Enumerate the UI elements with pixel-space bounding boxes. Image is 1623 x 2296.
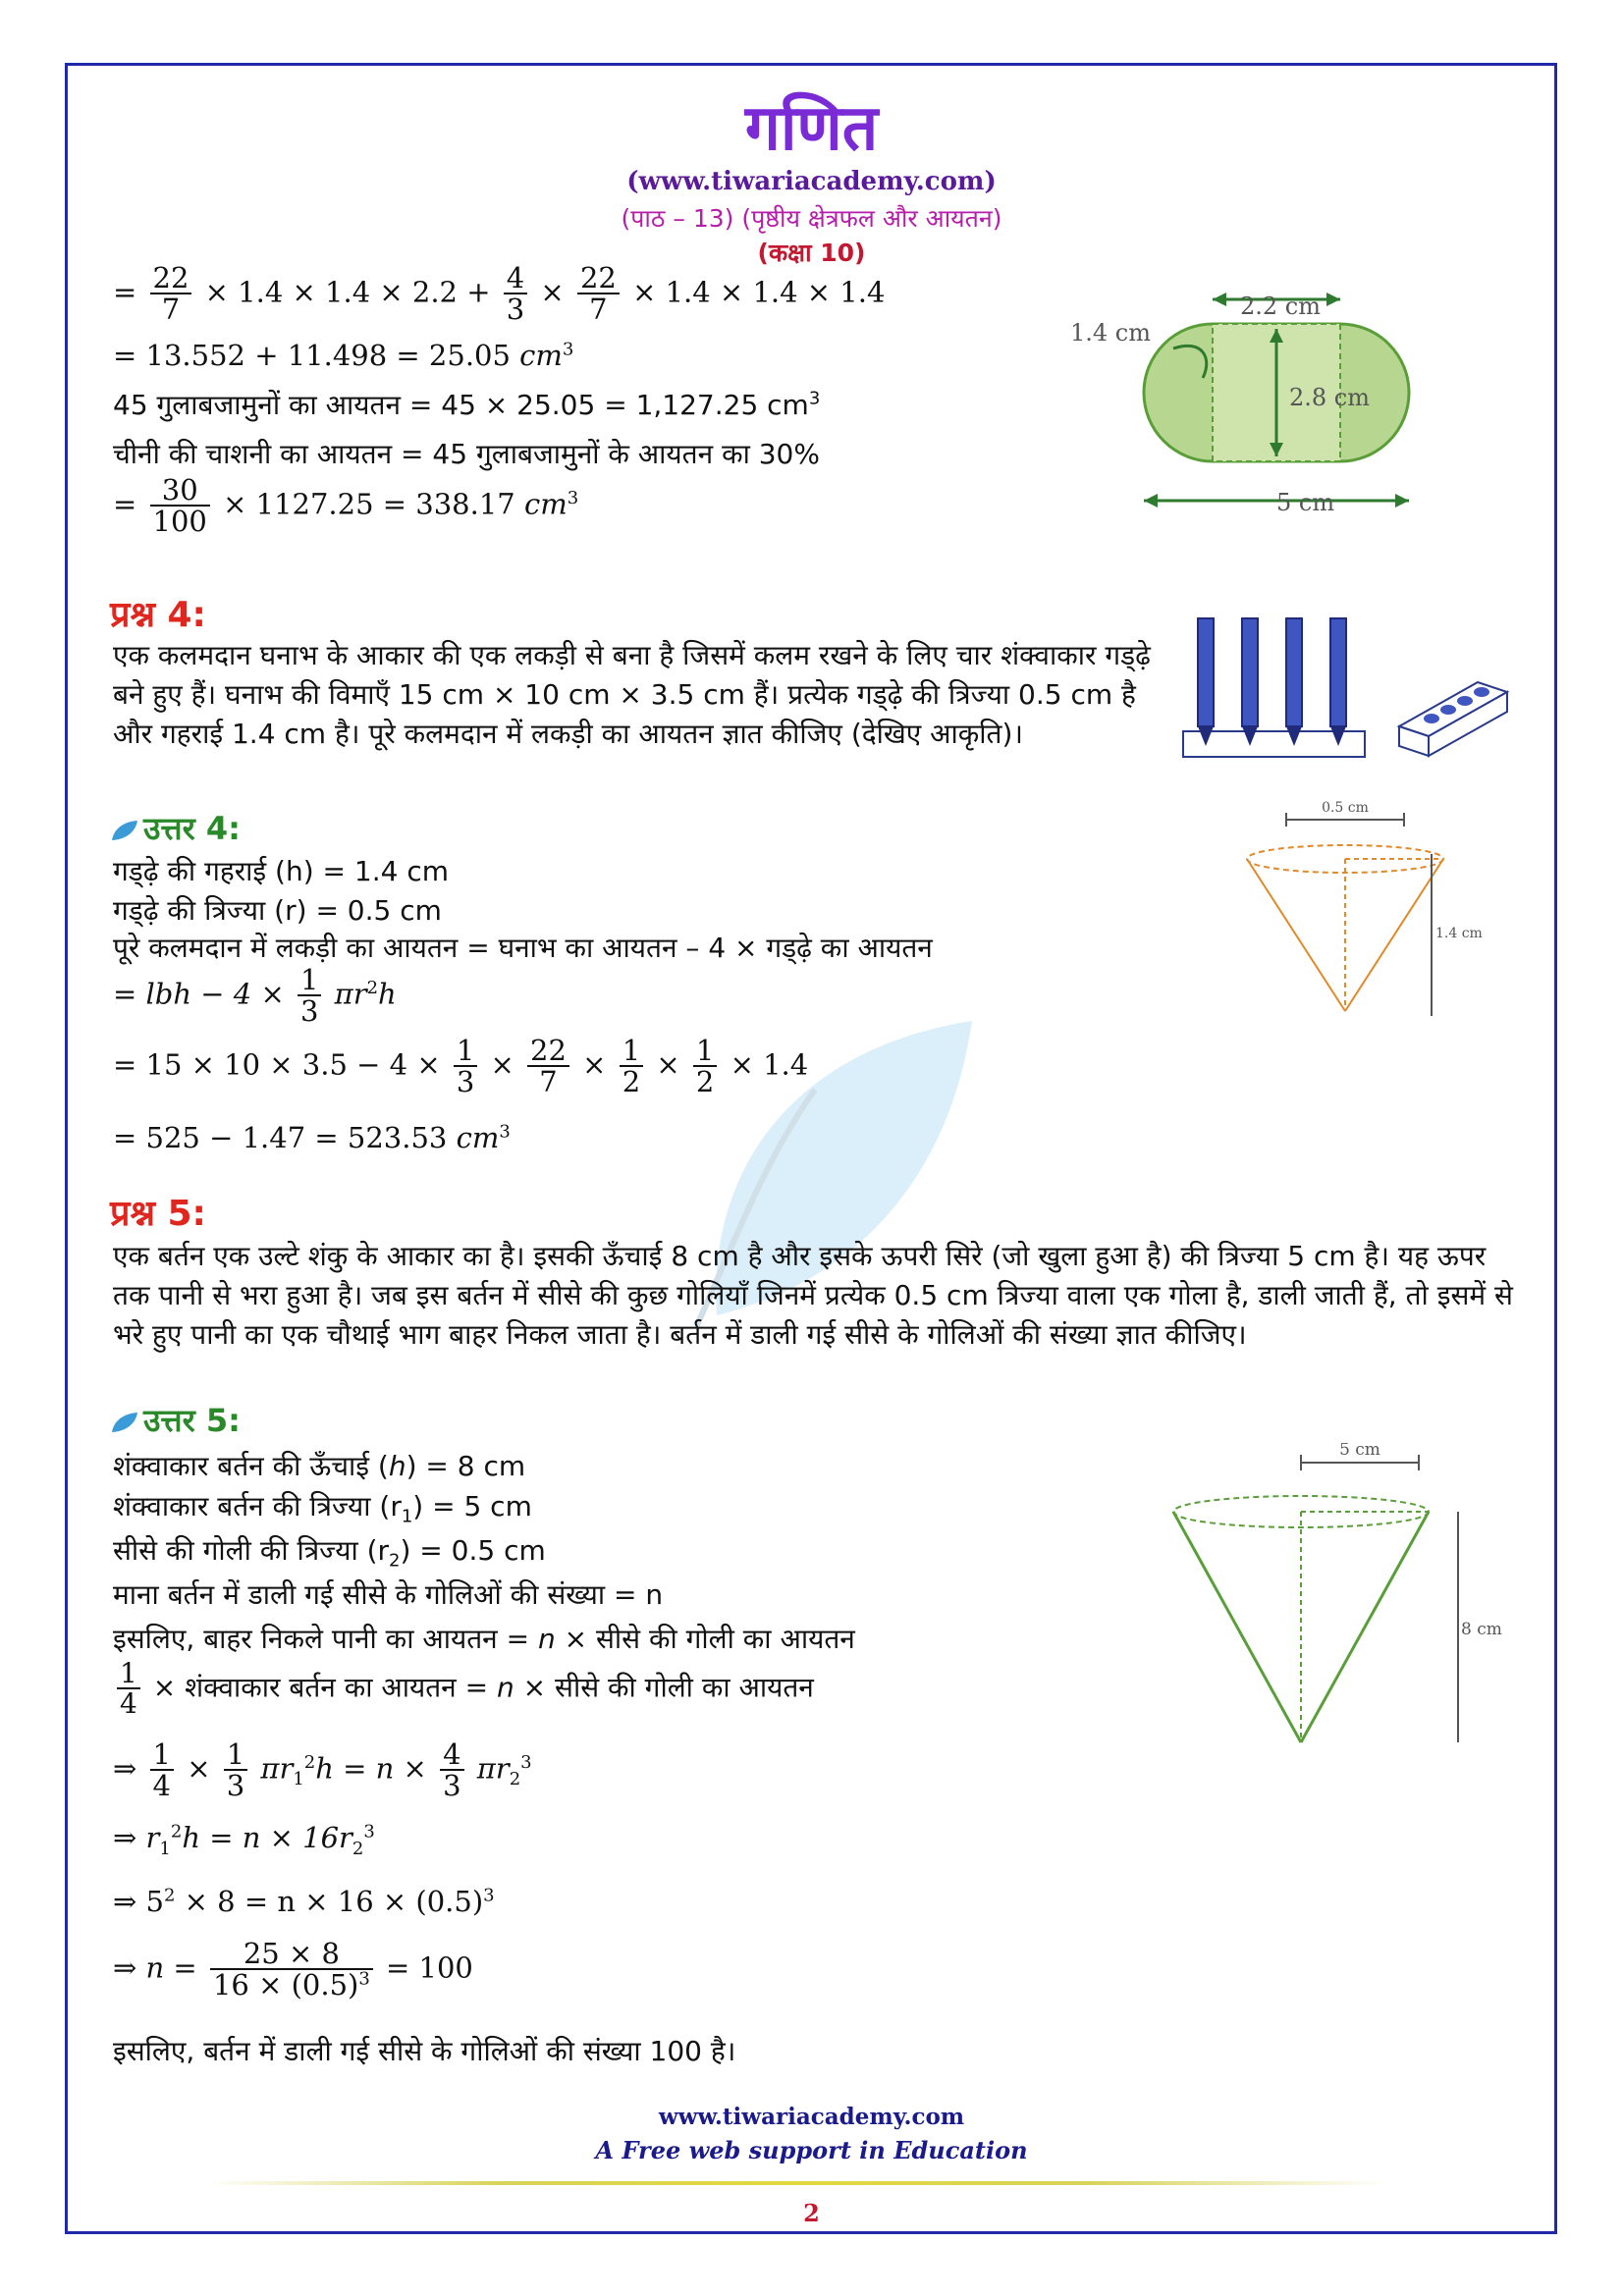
text-line: शंक्वाकार बर्तन की त्रिज्या $(r_1) = 5$ cm: [113, 1490, 532, 1527]
page-title: गणित: [744, 92, 879, 165]
text-line: पूरे कलमदान में लकड़ी का आयतन = घनाभ का आयतन – 4 × गड्ढ़े का आयतन: [113, 932, 933, 964]
equation-line: = $\frac{22}{7}$ × 1.4 × 1.4 × 2.2 + $\frac{4}{3}$ × $\frac{22}{7}$ × 1.4 × 1.4 × 1.4: [113, 261, 886, 327]
dim-label: 2.8 cm: [1289, 384, 1370, 411]
equation-line: ⇒ $\frac{1}{4}$ × $\frac{1}{3}$ $\pi r_1^2h = n$ × $\frac{4}{3}$ $\pi r_2^3$: [113, 1737, 532, 1803]
footer-url: www.tiwariacademy.com: [658, 2104, 965, 2130]
header-url: (www.tiwariacademy.com): [626, 167, 997, 196]
class-label: (कक्षा 10): [757, 239, 866, 267]
text-line: गड्ढ़े की गहराई (h) = 1.4 cm: [113, 855, 450, 887]
leaf-icon: [110, 819, 139, 842]
equation-line: ⇒ n = $\frac{25 \times 8}{16 \times (0.5)^3}$ = 100: [113, 1937, 473, 2002]
question-5-text: एक बर्तन एक उल्टे शंकु के आकार का है। इसकी ऊँचाई 8 cm है और इसके ऊपरी सिरे (जो खुला हुआ है) की त्रिज्या 5 cm है। यह ऊपर तक पानी से भरा हुआ है। जब इस बर्तन में सीसे की कुछ गोलियाँ जिनमें प्रत्येक 0.5 cm त्रिज्या वाला एक गोला है, डाली जाती हैं, तो इसमें से भरे हुए पानी का एक चौथाई भाग बाहर निकल जाता है। बर्तन में डाली गई सीसे के गोलिओं की संख्या ज्ञात कीजिए।: [113, 1240, 1513, 1351]
equation-line: = 13.552 + 11.498 = 25.05 $cm^3$: [113, 339, 574, 372]
equation-line: = 525 − 1.47 = 523.53 $cm^3$: [113, 1121, 511, 1154]
pen-stand-figure: [1178, 609, 1512, 766]
chapter-label: (पाठ – 13) (पृष्ठीय क्षेत्रफल और आयतन): [621, 204, 1002, 233]
svg-text:5 cm: 5 cm: [1339, 1443, 1380, 1460]
large-cone-figure: [1168, 1443, 1502, 1767]
svg-text:8 cm: 8 cm: [1461, 1620, 1502, 1639]
footer-tagline: A Free web support in Education: [595, 2136, 1028, 2164]
dim-label: 5 cm: [1276, 489, 1335, 516]
question-5-label: प्रश्न 5:: [110, 1194, 206, 1234]
equation-line: = 15 × 10 × 3.5 − 4 × $\frac{1}{3}$ × $\frac{22}{7}$ × $\frac{1}{2}$ × $\frac{1}{2}$ × 1.4: [113, 1034, 809, 1099]
capsule-figure: [1065, 280, 1458, 525]
svg-text:1.4 cm: 1.4 cm: [1435, 926, 1483, 941]
question-4-label: प्रश्न 4:: [110, 595, 206, 635]
text-line: सीसे की गोली की त्रिज्या $(r_2) = 0.5$ cm: [113, 1534, 546, 1572]
page-number: 2: [803, 2199, 820, 2227]
svg-text:0.5 cm: 0.5 cm: [1322, 800, 1369, 816]
text-line: चीनी की चाशनी का आयतन = 45 गुलाबजामुनों के आयतन का 30%: [113, 438, 820, 470]
equation-line: = lbh − 4 × $\frac{1}{3}$ $\pi r^2h$: [113, 963, 397, 1029]
equation-line: ⇒ $r_1^2h = n \times 16r_2^3$: [113, 1821, 375, 1859]
footer-divider: [206, 2181, 1384, 2185]
answer-4-label: उत्तर 4:: [110, 807, 241, 849]
leaf-icon: [110, 1411, 139, 1434]
text-line: शंक्वाकार बर्तन की ऊँचाई (h) = 8 cm: [113, 1450, 526, 1482]
question-4-text: एक कलमदान घनाभ के आकार की एक लकड़ी से बना है जिसमें कलम रखने के लिए चार शंक्वाकार गड्ढ़े बने हुए हैं। घनाभ की विमाएँ 15 cm × 10 cm × 3.5 cm हैं। प्रत्येक गड्ढ़े की त्रिज्या 0.5 cm है और गहराई 1.4 cm है। पूरे कलमदान में लकड़ी का आयतन ज्ञात कीजिए (देखिए आकृति)।: [113, 639, 1151, 750]
equation-line: = $\frac{30}{100}$ × 1127.25 = 338.17 $cm^3$: [113, 473, 579, 539]
equation-line: ⇒ $5^2 \times 8 = n \times 16 \times (0.5)^3$: [113, 1885, 495, 1918]
conclusion-line: इसलिए, बर्तन में डाली गई सीसे के गोलिओं की संख्या 100 है।: [113, 2035, 736, 2067]
dim-label: 2.2 cm: [1240, 293, 1321, 320]
text-line: $\frac{1}{4}$ × शंक्वाकार बर्तन का आयतन = n × सीसे की गोली का आयतन: [113, 1659, 814, 1719]
text-line: गड्ढ़े की त्रिज्या (r) = 0.5 cm: [113, 894, 442, 927]
answer-5-label: उत्तर 5:: [110, 1399, 241, 1441]
text-line: माना बर्तन में डाली गई सीसे के गोलिओं की संख्या = n: [113, 1578, 664, 1611]
text-line: इसलिए, बाहर निकले पानी का आयतन = n × सीसे की गोली का आयतन: [113, 1623, 855, 1655]
text-line: 45 गुलाबजामुनों का आयतन = 45 × 25.05 = 1,127.25 $cm^3$: [113, 388, 821, 421]
dim-label: 1.4 cm: [1070, 319, 1151, 347]
small-cone-figure: [1208, 800, 1483, 1026]
